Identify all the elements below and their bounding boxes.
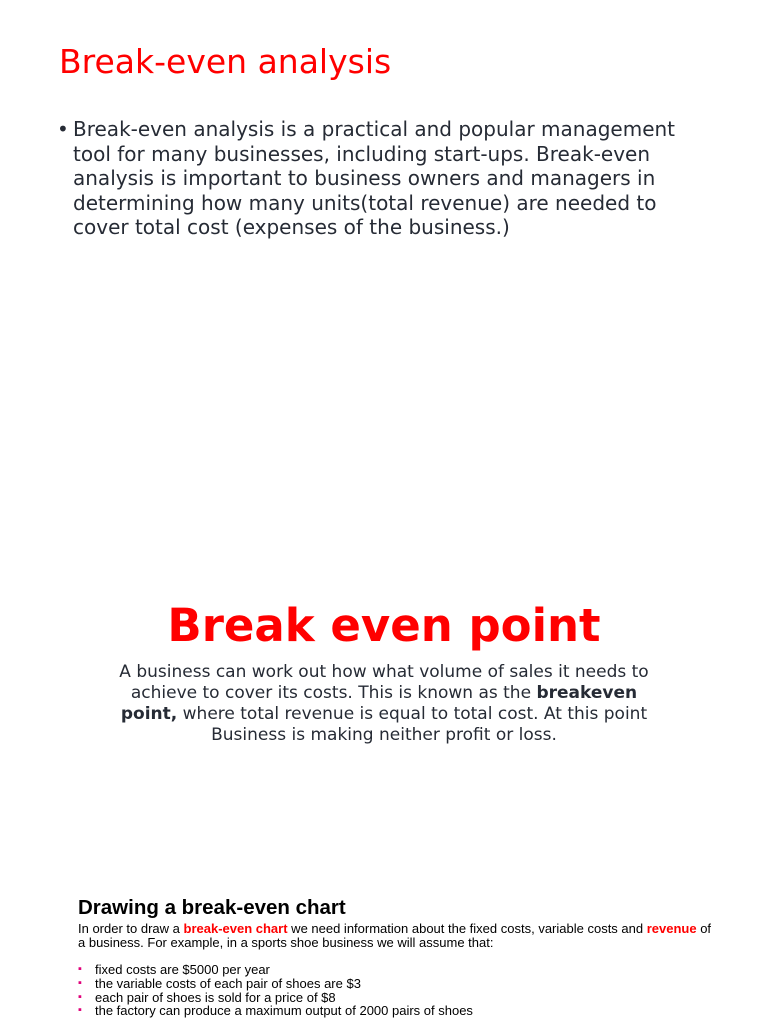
slide-drawing-break-even-chart (0, 890, 768, 1024)
list-item-text: the factory can produce a maximum output of 2000 pairs of shoes (95, 1003, 473, 1019)
body-text-bold: breakeven point, (120, 683, 638, 724)
assumption-list (78, 963, 718, 1018)
slide-body-text (100, 662, 668, 746)
intro-text-part: we need information about the fixed costs, variable costs and (287, 921, 647, 936)
intro-highlight: revenue (646, 921, 697, 936)
list-item-text: fixed costs are $5000 per year (95, 962, 270, 977)
list-item (78, 977, 718, 991)
slide-break-even-point (0, 580, 768, 780)
square-bullet-icon: ▪ (78, 1004, 82, 1017)
square-bullet-icon: ▪ (78, 976, 82, 989)
slide-title: Break even point (167, 599, 601, 652)
bullet-text: Break-even analysis is a practical and popular management tool for many businesses, including start-ups. Break-even analysis is important to business owners and managers in determining how many units(total revenue) are needed to cover total cost (expenses of the business.) (73, 117, 676, 239)
slide-title: Drawing a break-even chart (78, 896, 346, 919)
list-item (78, 991, 718, 1005)
bullet-icon: • (57, 117, 69, 141)
list-item-text: each pair of shoes is sold for a price of $8 (95, 989, 336, 1005)
list-item (78, 963, 718, 977)
list-item (78, 1004, 718, 1018)
intro-highlight: break-even chart (183, 921, 288, 936)
intro-text-part: of a business. For example, in a sports shoe business we will assume that: (78, 921, 712, 950)
intro-text-part: In order to draw a (78, 921, 184, 936)
bullet-item (57, 117, 707, 240)
slide-break-even-analysis (0, 0, 768, 290)
square-bullet-icon: ▪ (78, 963, 82, 975)
body-text-part: A business can work out how what volume of sales it needs to achieve to cover its costs. This is known as the (119, 662, 649, 703)
square-bullet-icon: ▪ (78, 990, 82, 1003)
list-item-text: the variable costs of each pair of shoes are $3 (95, 975, 361, 991)
slide-title: Break-even analysis (59, 42, 392, 81)
slide-intro-text (78, 922, 718, 949)
body-text-part: where total revenue is equal to total cost. At this point Business is making neither profit or loss. (177, 704, 648, 745)
